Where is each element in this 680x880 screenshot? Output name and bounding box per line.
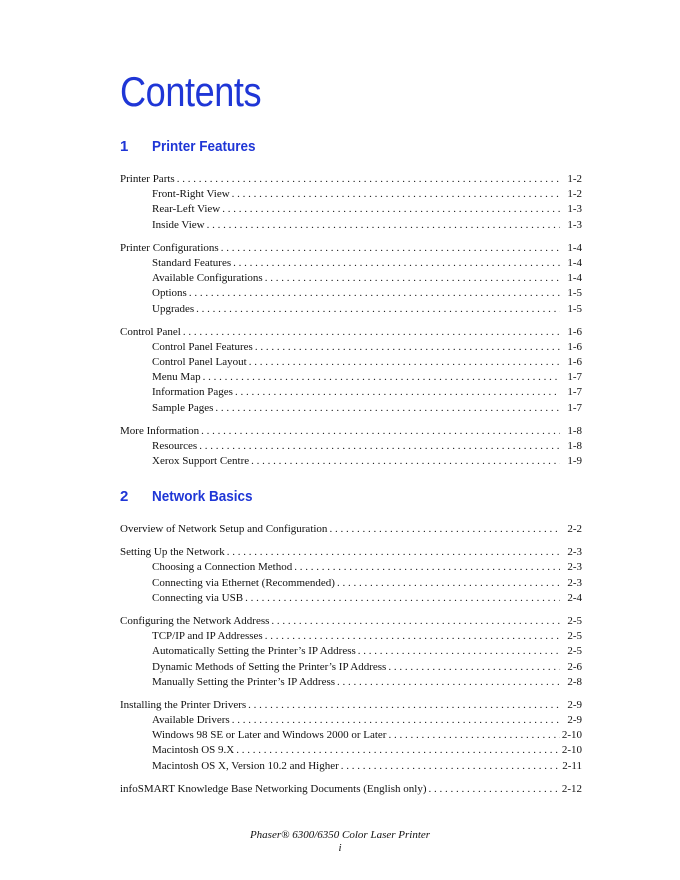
toc-entry-title: Xerox Support Centre (152, 455, 250, 468)
toc-group (120, 545, 582, 606)
footer-page-number: i (338, 842, 342, 854)
toc-entry-page: 2-8 (567, 675, 582, 688)
leader-dots (427, 782, 561, 797)
toc-entry-page: 2-5 (567, 630, 582, 643)
leader-dots (230, 187, 560, 202)
toc-group (120, 172, 582, 233)
toc-entry-title: Inside View (152, 218, 205, 231)
toc-entry-title: Control Panel Layout (152, 356, 247, 369)
toc-subentry[interactable] (120, 660, 582, 675)
leader-dots (292, 560, 560, 575)
leader-dots (201, 370, 560, 385)
toc-subentry[interactable] (120, 286, 582, 301)
toc-group (120, 614, 582, 690)
toc-entry-title: Rear-Left View (152, 203, 221, 216)
toc-group (120, 241, 582, 317)
leader-dots (247, 355, 560, 370)
toc-subentry[interactable] (120, 302, 582, 317)
toc-entry-page: 2-9 (567, 698, 582, 711)
toc-subentry[interactable] (120, 713, 582, 728)
leader-dots (205, 218, 560, 233)
toc-entry-title: Printer Parts (120, 173, 175, 185)
toc-entry-title: Information Pages (152, 386, 233, 399)
toc-entry-page: 2-2 (567, 523, 582, 535)
toc-entry-title: TCP/IP and IP Addresses (152, 630, 263, 643)
toc-subentry[interactable] (120, 202, 582, 217)
toc-subentry[interactable] (120, 743, 582, 758)
toc-group (120, 325, 582, 416)
leader-dots (249, 454, 560, 469)
toc-subentry[interactable] (120, 370, 582, 385)
toc-entry-page: 2-6 (567, 660, 582, 673)
toc-entry-title: Connecting via Ethernet (Recommended) (152, 576, 335, 589)
toc-group (120, 698, 582, 774)
chapter-heading (120, 138, 582, 160)
toc-subentry[interactable] (120, 385, 582, 400)
toc-subentry[interactable] (120, 256, 582, 271)
toc-entry-title: Standard Features (152, 256, 232, 269)
toc-entry-page: 2-3 (567, 546, 582, 559)
leader-dots (194, 302, 560, 317)
chapter-1 (120, 138, 582, 469)
toc-entry[interactable] (120, 545, 582, 560)
leader-dots (386, 728, 560, 743)
toc-subentry[interactable] (120, 576, 582, 591)
toc-entry-title: Manually Setting the Printer’s IP Address (152, 675, 336, 688)
leader-dots (339, 759, 560, 774)
toc-entry-page: 1-8 (567, 440, 582, 452)
toc-entry-title: Installing the Printer Drivers (120, 698, 247, 711)
toc-entry-page: 2-11 (562, 759, 582, 772)
chapter-number: 1 (120, 138, 129, 155)
leader-dots (181, 325, 560, 340)
leader-dots (230, 713, 560, 728)
toc-entry-page: 2-12 (561, 782, 582, 795)
toc-entry-title: Windows 98 SE or Later and Windows 2000 or Later (152, 729, 387, 742)
toc-entry-page: 1-7 (567, 371, 582, 384)
toc-entry[interactable] (120, 782, 582, 797)
toc-subentry[interactable] (120, 218, 582, 233)
toc-subentry[interactable] (120, 439, 582, 454)
toc-entry-page: 1-6 (567, 356, 582, 369)
toc-entry-title: Dynamic Methods of Setting the Printer’s IP Address (152, 660, 387, 673)
leader-dots (219, 241, 560, 256)
leader-dots (231, 256, 560, 271)
toc-entry[interactable] (120, 698, 582, 713)
footer (0, 829, 680, 855)
leader-dots (234, 743, 560, 758)
leader-dots (175, 172, 560, 187)
toc-subentry[interactable] (120, 271, 582, 286)
leader-dots (335, 576, 560, 591)
leader-dots (335, 675, 560, 690)
toc-entry-page: 2-4 (567, 591, 582, 604)
toc-subentry[interactable] (120, 401, 582, 416)
toc-entry[interactable] (120, 241, 582, 256)
leader-dots (243, 591, 560, 606)
toc-entry-title: Upgrades (152, 302, 195, 315)
toc-entry[interactable] (120, 614, 582, 629)
toc-entry-page: 1-7 (567, 401, 582, 414)
toc-entry-title: Sample Pages (152, 401, 214, 414)
leader-dots (386, 660, 560, 675)
toc-entry-page: 1-9 (567, 455, 582, 468)
toc-group (120, 424, 582, 470)
toc-subentry[interactable] (120, 591, 582, 606)
toc-entry-title: Setting Up the Network (120, 546, 225, 559)
toc-entry-page: 2-3 (567, 576, 582, 589)
toc-entry-title: Printer Configurations (120, 241, 219, 254)
toc-entry-title: Menu Map (152, 371, 201, 384)
chapter-heading (120, 488, 582, 510)
toc-entry-page: 1-8 (567, 424, 582, 437)
leader-dots (233, 385, 560, 400)
toc-entry-title: Overview of Network Setup and Configuration (120, 523, 328, 535)
chapter-2 (120, 488, 582, 797)
toc-entry-page: 2-5 (567, 645, 582, 658)
toc-entry-page: 1-7 (567, 386, 582, 399)
toc-entry-page: 2-9 (567, 714, 582, 727)
toc-entry-title: Macintosh OS X, Version 10.2 and Higher (152, 759, 339, 772)
toc-subentry[interactable] (120, 560, 582, 575)
toc-entry-title: Control Panel (120, 325, 181, 338)
toc-entry-title: Available Configurations (152, 272, 263, 285)
toc-subentry[interactable] (120, 355, 582, 370)
toc-entry-page: 1-4 (567, 256, 582, 269)
toc-entry-title: Options (152, 287, 187, 300)
chapter-number: 2 (120, 488, 129, 505)
page-title: Contents (120, 68, 262, 115)
leader-dots (263, 271, 560, 286)
toc-subentry[interactable] (120, 675, 582, 690)
leader-dots (187, 286, 560, 301)
toc-entry[interactable] (120, 522, 582, 537)
toc-subentry[interactable] (120, 629, 582, 644)
toc-entry-title: Macintosh OS 9.X (152, 744, 235, 757)
toc-entry-page: 1-3 (567, 218, 582, 231)
toc-entry-page: 1-2 (567, 188, 582, 201)
toc-entry-title: Choosing a Connection Method (152, 561, 293, 574)
leader-dots (213, 401, 560, 416)
leader-dots (269, 614, 560, 629)
leader-dots (220, 202, 560, 217)
toc-subentry[interactable] (120, 187, 582, 202)
toc-entry[interactable] (120, 325, 582, 340)
toc-group (120, 522, 582, 537)
footer-product: Phaser® 6300/6350 Color Laser Printer (249, 829, 431, 841)
toc-entry-page: 1-4 (567, 241, 582, 254)
toc-entry-page: 1-6 (567, 325, 582, 338)
toc-subentry[interactable] (120, 759, 582, 774)
toc-entry-title: Front-Right View (152, 188, 230, 201)
toc-entry-page: 1-5 (567, 302, 582, 315)
toc-entry-page: 2-10 (561, 744, 582, 757)
toc-entry-page: 2-10 (561, 729, 582, 742)
leader-dots (327, 522, 560, 537)
leader-dots (199, 424, 560, 439)
toc-entry[interactable] (120, 424, 582, 439)
toc-entry-title: Automatically Setting the Printer’s IP Address (152, 645, 356, 658)
chapter-title: Network Basics (152, 488, 253, 505)
toc-entry-title: infoSMART Knowledge Base Networking Documents (English only) (120, 782, 427, 795)
leader-dots (197, 439, 560, 454)
toc-entry-title: Control Panel Features (152, 340, 253, 353)
leader-dots (246, 698, 560, 713)
toc-entry-title: Resources (152, 440, 198, 452)
toc-entry-title: Configuring the Network Address (120, 614, 270, 627)
toc-entry-page: 1-5 (567, 287, 582, 300)
toc-entry-title: More Information (120, 424, 200, 437)
toc-entry-page: 2-5 (567, 614, 582, 627)
chapter-title: Printer Features (152, 138, 256, 155)
toc-entry-page: 1-4 (567, 272, 582, 285)
toc-subentry[interactable] (120, 728, 582, 743)
toc-entry[interactable] (120, 172, 582, 187)
toc-entry-page: 1-2 (567, 173, 582, 185)
toc-entry-title: Connecting via USB (152, 591, 244, 604)
toc-subentry[interactable] (120, 644, 582, 659)
leader-dots (356, 644, 560, 659)
toc-entry-title: Available Drivers (152, 714, 230, 727)
toc-entry-page: 2-3 (567, 561, 582, 574)
toc-group (120, 782, 582, 797)
toc-subentry[interactable] (120, 454, 582, 469)
leader-dots (263, 629, 560, 644)
toc-entry-page: 1-3 (567, 203, 582, 216)
leader-dots (225, 545, 560, 560)
leader-dots (253, 340, 560, 355)
toc-subentry[interactable] (120, 340, 582, 355)
toc-entry-page: 1-6 (567, 340, 582, 353)
